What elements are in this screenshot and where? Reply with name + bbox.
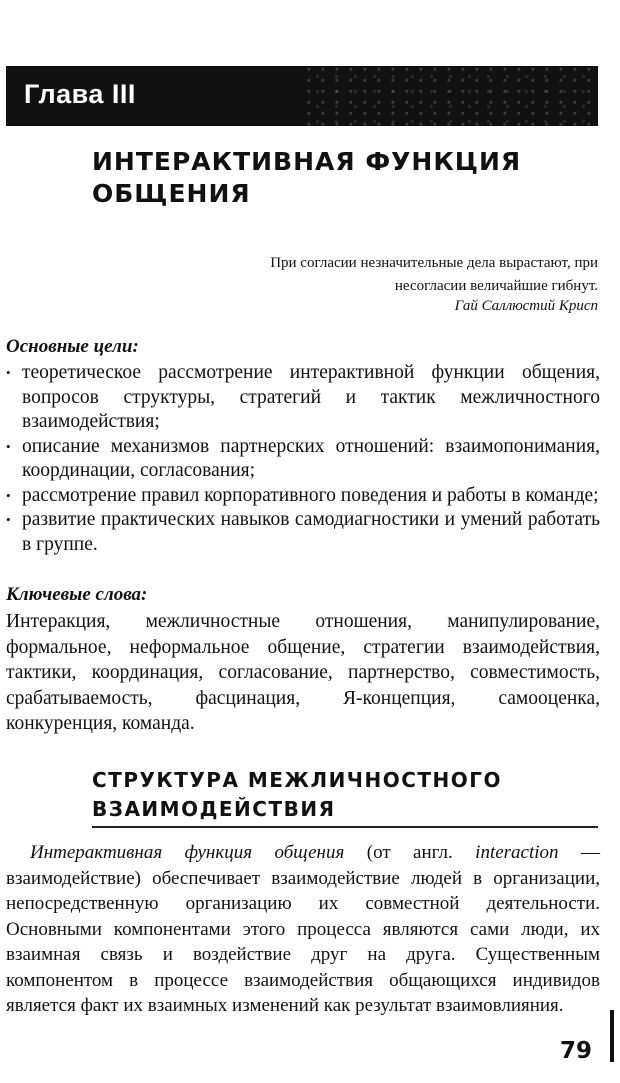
paragraph-text: (от англ. [344,842,476,863]
section-title: СТРУКТУРА МЕЖЛИЧНОСТНОГО ВЗАИМОДЕЙСТВИЯ [92,768,503,821]
section-paragraph [6,840,600,1019]
goal-item [6,508,600,557]
goal-text: рассмотрение правил корпоративного поведения и работы в команде; [22,484,599,506]
page-number: 79 [559,1038,592,1064]
chapter-header-bar [6,66,598,126]
keywords-text: Интеракция, межличностные отношения, манипулирование, формальное, неформальное общение, стратегии взаимодействия, тактики, координация, согласование, партнерство, совместимость, срабатываемость, фасцинация, Я-концепция, самооценка, конкуренция, команда. [6,611,600,734]
chapter-title: ИНТЕРАКТИВНАЯ ФУНКЦИЯ ОБЩЕНИЯ [92,147,522,208]
goal-text: развитие практических навыков самодиагностики и умений работать в группе. [22,509,600,555]
goals-list [6,361,600,557]
bullet-icon: • [6,512,11,527]
bullet-icon: • [6,365,11,380]
keywords-heading: Ключевые слова: [6,584,148,605]
goals-heading: Основные цели: [6,336,139,357]
goal-item [6,435,600,484]
epigraph-quote: При согласии незначительные дела вырастают, при несогласии величайшие гибнут. [270,255,598,294]
paragraph-text: — взаимодействие) обеспечивает взаимодействие людей в организации, непосредственную организацию их совместной деятельности. Основными компонентами этого процесса являются сами люди, их взаимная связь и воздействие друг на друга. Существенным компонентом в процессе взаимодействия общающихся индивидов является факт их взаимных изменений как результат взаимовлияния. [6,842,601,1016]
goal-item [6,484,600,509]
goal-text: теоретическое рассмотрение интерактивной функции общения, вопросов структуры, стратегий и тактик межличностного взаимодействия; [22,362,600,432]
epigraph-author: Гай Саллюстий Крисп [454,298,598,314]
goal-item [6,361,600,435]
section-divider [92,826,598,828]
chapter-label: Глава III [24,79,136,109]
page-edge-mark [610,1010,614,1062]
term-highlight: Интерактивная функция общения [30,842,345,863]
bullet-icon: • [6,438,11,454]
bullet-icon: • [6,487,11,503]
goal-text: описание механизмов партнерских отношений: взаимопонимания, координации, согласования; [22,435,600,481]
foreign-word: interaction [475,842,559,863]
